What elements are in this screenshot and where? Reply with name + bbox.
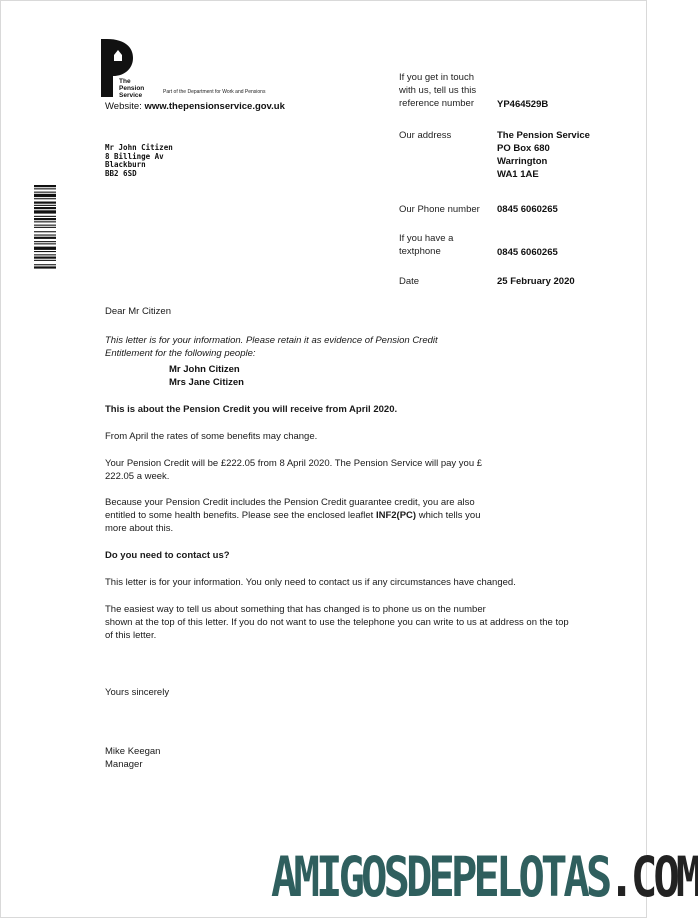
signatory-title: Manager	[105, 759, 143, 770]
letter-date: 25 February 2020	[497, 276, 575, 287]
barcode-icon	[34, 185, 56, 332]
person-1: Mr John Citizen	[169, 364, 240, 375]
phone-number[interactable]: 0845 6060265	[497, 204, 558, 215]
logo-wordmark: The Pension Service	[119, 78, 145, 99]
recipient-address: Mr John Citizen 8 Billinge Av Blackburn BB2 6SD	[105, 143, 173, 178]
date-label: Date	[399, 276, 420, 287]
leaflet-code: INF2(PC)	[375, 510, 417, 521]
textphone-number[interactable]: 0845 6060265	[497, 247, 558, 258]
textphone-label: If you have a textphone	[399, 233, 454, 257]
reference-number: YP464529B	[497, 99, 549, 110]
phone-label: Our Phone number	[399, 204, 480, 215]
our-address-label: Our address	[399, 130, 452, 141]
signatory-name: Mike Keegan	[105, 746, 161, 757]
website-line	[105, 101, 285, 112]
department-tagline: Part of the Department for Work and Pensions	[163, 89, 266, 95]
website-label: Website:	[105, 101, 142, 112]
heading-pension-credit: This is about the Pension Credit you will receive from April 2020.	[105, 404, 398, 415]
paragraph-health-benefits: Because your Pension Credit includes the Pension Credit guarantee credit, you are also entitled to some health benefits. Please see the enclosed leaflet INF2(PC) which tells you more about this.	[105, 497, 481, 534]
paragraph-rates: From April the rates of some benefits may change.	[105, 431, 318, 442]
heading-contact: Do you need to contact us?	[105, 550, 230, 561]
website-link[interactable]: www.thepensionservice.gov.uk	[144, 101, 285, 112]
signatory	[105, 745, 610, 771]
reference-label: If you get in touch with us, tell us this reference number	[399, 72, 477, 109]
our-address-value: The Pension Service PO Box 680 Warrington WA1 1AE	[497, 130, 590, 180]
paragraph-how-to-tell: The easiest way to tell us about something that has changed is to phone us on the number shown at the top of this letter. If you do not want to use the telephone you can write to us at address on the top of this letter.	[105, 604, 569, 641]
person-2: Mrs Jane Citizen	[169, 377, 244, 388]
closing: Yours sincerely	[105, 687, 170, 698]
intro-text: This letter is for your information. Please retain it as evidence of Pension Credit Entitlement for the following people:	[105, 335, 438, 359]
paragraph-information: This letter is for your information. You only need to contact us if any circumstances have changed.	[105, 577, 516, 588]
watermark: AMIGOSDEPELOTAS.COM	[271, 846, 698, 910]
paragraph-amount: Your Pension Credit will be £222.05 from 8 April 2020. The Pension Service will pay you £ 222.05 a week.	[105, 458, 483, 482]
salutation: Dear Mr Citizen	[105, 306, 171, 317]
